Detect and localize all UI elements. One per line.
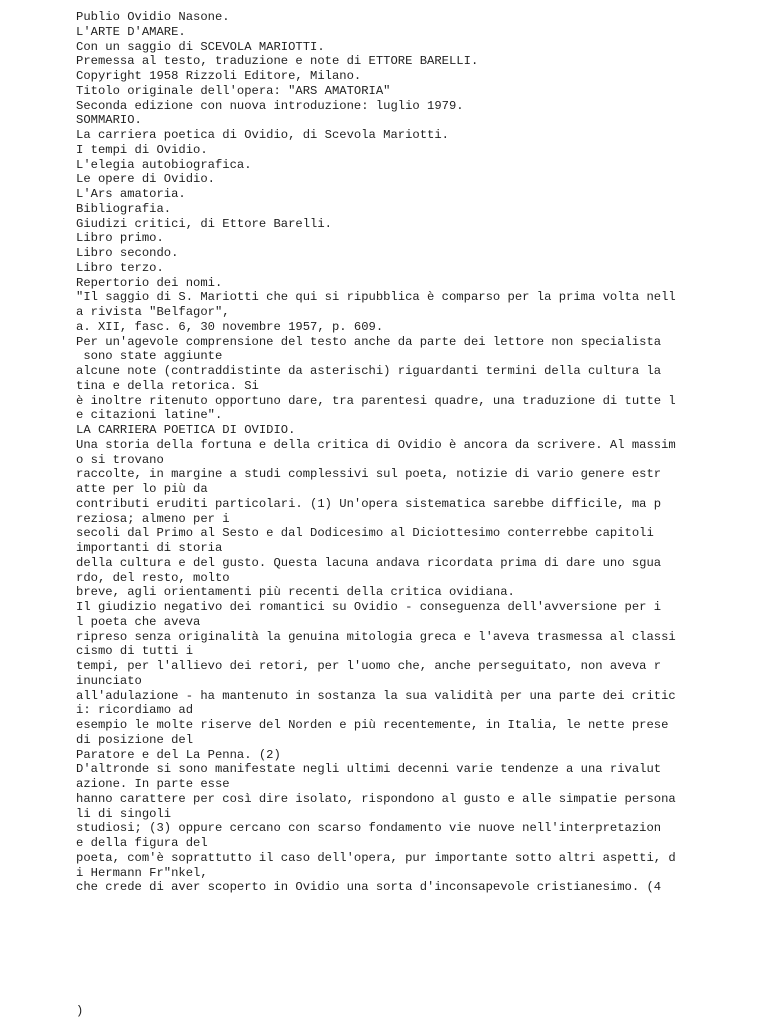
text-line: rdo, del resto, molto xyxy=(76,570,230,585)
text-line: azione. In parte esse xyxy=(76,777,230,791)
text-line: studiosi; (3) oppure cercano con scarso fondamento vie nuove nell'interpretazion xyxy=(76,821,662,836)
text-line: sono state aggiunte xyxy=(76,349,223,364)
text-line: alcune note (contraddistinte da asterischi) riguardanti termini della cultura la xyxy=(76,364,662,378)
text-line: hanno carattere per così dire isolato, rispondono al gusto e alle simpatie persona xyxy=(76,791,676,806)
text-line: Per un'agevole comprensione del testo anche da parte dei lettore non specialista xyxy=(76,334,662,349)
text-line: i Hermann Fr"nkel, xyxy=(76,865,208,880)
text-line: tempi, per l'allievo dei retori, per l'uomo che, anche perseguitato, non aveva r xyxy=(76,659,662,673)
text-line: L'ARTE D'AMARE. xyxy=(76,24,186,39)
text-line: tina e della retorica. Si xyxy=(76,378,259,393)
text-line: a. XII, fasc. 6, 30 novembre 1957, p. 609. xyxy=(76,319,384,334)
text-line: Bibliografia. xyxy=(76,201,172,216)
text-line: e della figura del xyxy=(76,836,208,850)
text-line: "Il saggio di S. Mariotti che qui si ripubblica è comparso per la prima volta nell xyxy=(76,290,676,305)
text-line: Il giudizio negativo dei romantici su Ovidio - conseguenza dell'avversione per i xyxy=(76,600,662,614)
text-line: o si trovano xyxy=(76,452,164,467)
text-line: inunciato xyxy=(76,673,142,688)
text-line: Titolo originale dell'opera: "ARS AMATORIA" xyxy=(76,83,391,98)
text-line: cismo di tutti i xyxy=(76,644,194,659)
text-line: Le opere di Ovidio. xyxy=(76,172,215,187)
text-line: SOMMARIO. xyxy=(76,113,142,128)
text-line: a rivista "Belfagor", xyxy=(76,305,230,319)
text-line: contributi eruditi particolari. (1) Un'opera sistematica sarebbe difficile, ma p xyxy=(76,496,662,511)
text-line: atte per lo più da xyxy=(76,482,208,496)
text-line: Libro primo. xyxy=(76,231,164,246)
text-line: i: ricordiamo ad xyxy=(76,703,194,718)
text-line: secoli dal Primo al Sesto e dal Dodicesimo al Diciottesimo conterrebbe capitoli xyxy=(76,526,654,541)
text-line: La carriera poetica di Ovidio, di Scevola Mariotti. xyxy=(76,128,449,142)
text-line: ripreso senza originalità la genuina mitologia greca e l'aveva trasmessa al classi xyxy=(76,629,676,644)
text-line: D'altronde si sono manifestate negli ultimi decenni varie tendenze a una rivalut xyxy=(76,762,662,777)
text-line: Giudizi critici, di Ettore Barelli. xyxy=(76,216,332,231)
text-line: di posizione del xyxy=(76,732,194,747)
text-line: Premessa al testo, traduzione e note di ETTORE BARELLI. xyxy=(76,54,479,69)
text-line: poeta, com'è soprattutto il caso dell'opera, pur importante sotto altri aspetti, d xyxy=(76,850,676,865)
text-line: L'Ars amatoria. xyxy=(76,187,186,201)
text-line: l poeta che aveva xyxy=(76,614,201,629)
text-line: all'adulazione - ha mantenuto in sostanza la sua validità per una parte dei critic xyxy=(76,688,676,703)
text-line: della cultura e del gusto. Questa lacuna andava ricordata prima di dare uno sgua xyxy=(76,555,662,570)
text-line: raccolte, in margine a studi complessivi sul poeta, notizie di vario genere estr xyxy=(76,467,662,482)
text-line: reziosa; almeno per i xyxy=(76,511,230,526)
text-line: li di singoli xyxy=(76,806,172,821)
text-line: LA CARRIERA POETICA DI OVIDIO. xyxy=(76,423,296,437)
text-line: Seconda edizione con nuova introduzione: luglio 1979. xyxy=(76,98,464,113)
text-line: è inoltre ritenuto opportuno dare, tra parentesi quadre, una traduzione di tutte l xyxy=(76,393,676,408)
text-line: Con un saggio di SCEVOLA MARIOTTI. xyxy=(76,39,325,54)
text-line: Publio Ovidio Nasone. xyxy=(76,10,230,24)
text-line: Libro terzo. xyxy=(76,260,164,275)
text-line: L'elegia autobiografica. xyxy=(76,157,252,172)
text-line: Repertorio dei nomi. xyxy=(76,275,223,290)
text-line: Libro secondo. xyxy=(76,246,179,260)
text-line: Una storia della fortuna e della critica di Ovidio è ancora da scrivere. Al massim xyxy=(76,437,676,452)
text-line: Copyright 1958 Rizzoli Editore, Milano. xyxy=(76,69,362,83)
document-text xyxy=(76,10,756,895)
text-line: Paratore e del La Penna. (2) xyxy=(76,747,281,762)
text-line: I tempi di Ovidio. xyxy=(76,142,208,157)
text-line: che crede di aver scoperto in Ovidio una sorta d'inconsapevole cristianesimo. (4 xyxy=(76,880,662,895)
document-tail-line: ) xyxy=(76,1004,84,1018)
text-line: esempio le molte riserve del Norden e più recentemente, in Italia, le nette prese xyxy=(76,718,669,732)
text-line: e citazioni latine". xyxy=(76,408,223,423)
text-line: importanti di storia xyxy=(76,541,223,555)
text-line: breve, agli orientamenti più recenti della critica ovidiana. xyxy=(76,585,515,600)
